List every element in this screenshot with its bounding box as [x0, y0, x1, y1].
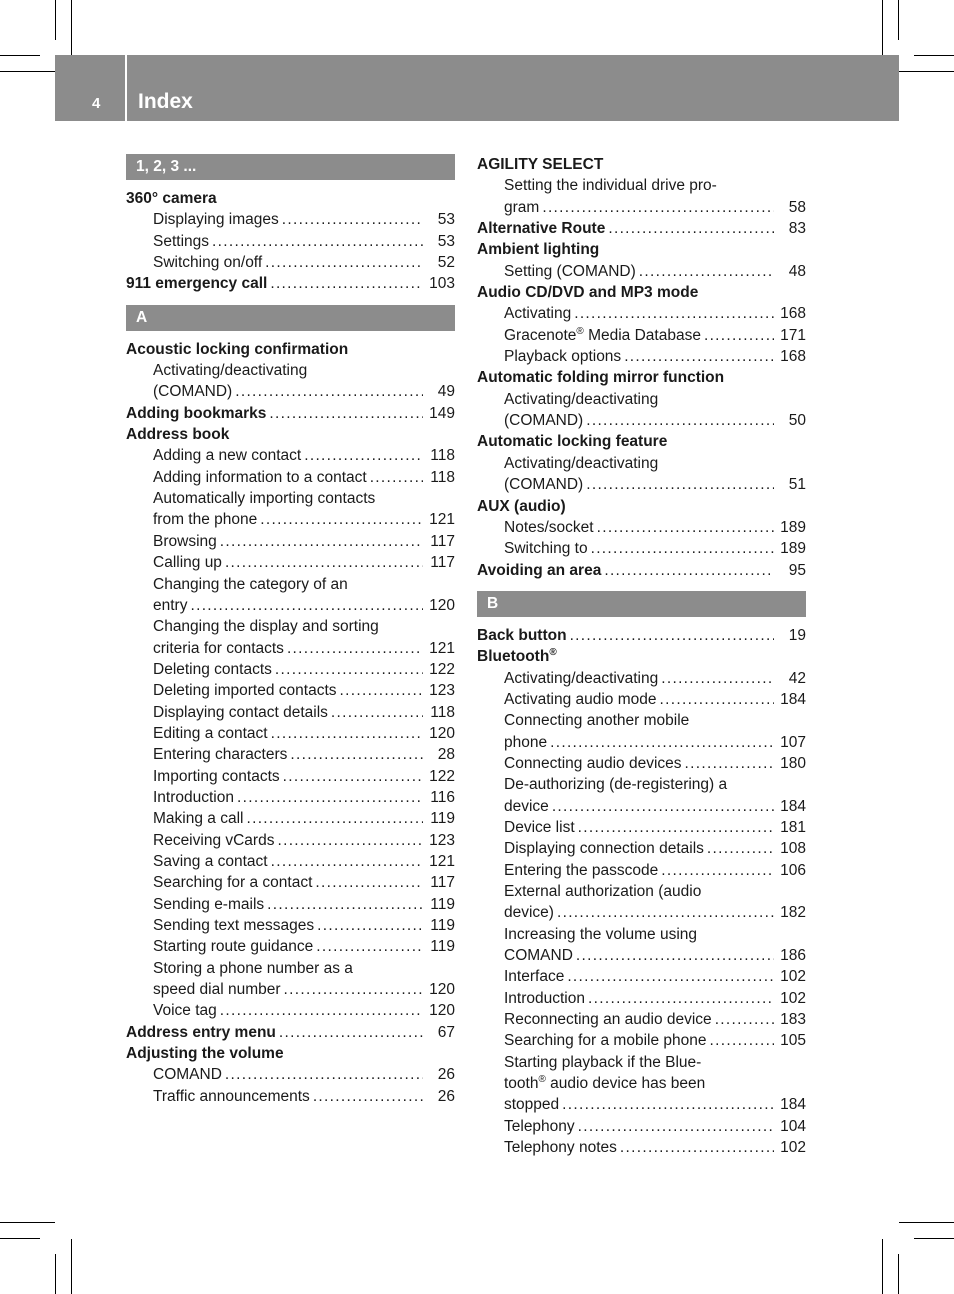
index-subentry[interactable]: Displaying connection details . . . 108 — [477, 838, 806, 859]
index-subentry-line: Automatically importing contacts — [153, 490, 376, 508]
page-ref: 123 — [429, 682, 455, 700]
page-ref: 103 — [429, 275, 455, 293]
page-ref: 119 — [430, 810, 455, 828]
index-subentry[interactable]: criteria for contacts . . . 121 — [126, 638, 455, 659]
crop-mark — [899, 1222, 954, 1223]
page-ref: 19 — [788, 626, 806, 644]
section-header-b: B — [477, 591, 806, 617]
index-subentry[interactable]: Playback options . . . 168 — [477, 346, 806, 367]
index-entry-heading: Audio CD/DVD and MP3 mode — [477, 284, 699, 302]
page-ref: 104 — [780, 1117, 806, 1135]
index-subentry[interactable]: Voice tag . . . 120 — [126, 1000, 455, 1021]
index-entry[interactable]: Address entry menu . . . 67 — [126, 1022, 455, 1043]
page-ref: 48 — [788, 262, 806, 280]
page-ref: 117 — [430, 532, 455, 550]
page-ref: 120 — [429, 596, 455, 614]
index-subentry-line: Increasing the volume using — [504, 925, 698, 943]
crop-mark — [55, 0, 56, 40]
index-subentry[interactable]: gram . . . 58 — [477, 197, 806, 218]
section-header-123: 1, 2, 3 ... — [126, 154, 455, 180]
index-subentry[interactable]: Importing contacts . . . 122 — [126, 766, 455, 787]
page-ref: 117 — [430, 874, 455, 892]
index-subentry[interactable]: Traffic announcements . . . 26 — [126, 1086, 455, 1107]
index-subentry[interactable]: Receiving vCards . . . 123 — [126, 830, 455, 851]
index-subentry[interactable]: Deleting contacts . . . 122 — [126, 659, 455, 680]
index-entry-heading: Adjusting the volume — [126, 1045, 284, 1063]
index-entry-heading: Automatic folding mirror function — [477, 369, 725, 387]
index-subentry[interactable]: COMAND . . . 186 — [477, 945, 806, 966]
page-ref: 184 — [780, 1096, 806, 1114]
page-ref: 53 — [437, 211, 455, 229]
page-ref: 28 — [437, 746, 455, 764]
index-subentry[interactable]: Deleting imported contacts . . . 123 — [126, 680, 455, 701]
page-ref: 52 — [437, 254, 455, 272]
crop-mark — [914, 1238, 954, 1239]
index-entry-heading: AUX (audio) — [477, 497, 566, 515]
header-divider — [125, 55, 127, 121]
page-ref: 102 — [780, 989, 806, 1007]
index-entry-heading: AGILITY SELECT — [477, 156, 604, 173]
page-ref: 182 — [780, 904, 806, 922]
page-number: 4 — [92, 95, 101, 112]
crop-mark — [71, 1239, 72, 1294]
index-entry[interactable]: Alternative Route . . . 83 — [477, 218, 806, 239]
page-ref: 121 — [429, 511, 455, 529]
index-subentry[interactable]: (COMAND) . . . 51 — [477, 474, 806, 495]
index-subentry[interactable]: Activating . . . 168 — [477, 303, 806, 324]
page-ref: 120 — [429, 1002, 455, 1020]
page-ref: 118 — [430, 447, 455, 465]
page-ref: 121 — [429, 852, 455, 870]
index-subentry[interactable]: Searching for a mobile phone . . . 105 — [477, 1030, 806, 1051]
index-subentry[interactable]: Calling up . . . 117 — [126, 552, 455, 573]
page-ref: 53 — [437, 232, 455, 250]
page-header — [55, 55, 899, 121]
index-subentry[interactable]: Notes/socket . . . 189 — [477, 517, 806, 538]
index-subentry[interactable]: Adding a new contact . . . 118 — [126, 445, 455, 466]
page-ref: 107 — [780, 733, 806, 751]
index-subentry[interactable]: Entering characters . . . 28 — [126, 744, 455, 765]
crop-mark — [0, 1222, 55, 1223]
index-subentry[interactable]: Starting route guidance . . . 119 — [126, 936, 455, 957]
index-subentry[interactable]: Saving a contact . . . 121 — [126, 851, 455, 872]
crop-mark — [0, 1238, 40, 1239]
index-subentry[interactable]: Reconnecting an audio device . . . 183 — [477, 1009, 806, 1030]
index-subentry-line: De-authorizing (de-registering) a — [504, 776, 728, 794]
page-ref: 121 — [429, 639, 455, 657]
index-subentry-line: Starting playback if the Blue- — [504, 1053, 702, 1071]
index-subentry[interactable]: Settings . . . 53 — [126, 231, 455, 252]
page-ref: 49 — [437, 383, 455, 401]
index-subentry[interactable]: Connecting audio devices . . . 180 — [477, 753, 806, 774]
index-subentry[interactable]: Telephony . . . 104 — [477, 1116, 806, 1137]
page-ref: 119 — [430, 938, 455, 956]
page-ref: 168 — [780, 305, 806, 323]
page-ref: 186 — [780, 947, 806, 965]
page-ref: 183 — [780, 1011, 806, 1029]
index-subentry[interactable]: Adding information to a contact . . . 118 — [126, 467, 455, 488]
index-subentry[interactable]: Introduction . . . 102 — [477, 988, 806, 1009]
index-entry-heading: Ambient lighting — [477, 241, 600, 259]
crop-mark — [71, 0, 72, 55]
index-entry[interactable]: Adding bookmarks . . . 149 — [126, 403, 455, 424]
index-subentry-line: Setting the individual drive pro- — [504, 177, 717, 195]
crop-mark — [898, 1254, 899, 1294]
page-title: Index — [138, 90, 193, 113]
index-entry-heading: Bluetooth® — [477, 647, 557, 666]
index-entry-heading: Address book — [126, 426, 230, 444]
index-column-left — [126, 154, 455, 1107]
index-entry[interactable]: 911 emergency call . . . 103 — [126, 273, 455, 294]
index-subentry[interactable]: (COMAND) . . . 50 — [477, 410, 806, 431]
index-subentry-line: Activating/deactivating — [504, 454, 659, 472]
page-ref: 105 — [780, 1032, 806, 1050]
index-subentry[interactable]: Interface . . . 102 — [477, 966, 806, 987]
index-subentry-line: External authorization (audio — [504, 883, 702, 900]
index-subentry-line: Changing the display and sorting — [153, 618, 379, 636]
index-subentry[interactable]: Displaying contact details . . . 118 — [126, 702, 455, 723]
index-subentry[interactable]: Device list . . . 181 — [477, 817, 806, 838]
index-subentry[interactable]: Displaying images . . . 53 — [126, 209, 455, 230]
index-entry[interactable]: Avoiding an area . . . 95 — [477, 560, 806, 581]
index-subentry-line: tooth® audio device has been — [504, 1074, 706, 1093]
page-ref: 189 — [780, 518, 806, 536]
index-subentry[interactable]: Editing a contact . . . 120 — [126, 723, 455, 744]
page-ref: 26 — [437, 1066, 455, 1084]
index-subentry[interactable]: Activating/deactivating . . . 42 — [477, 668, 806, 689]
registered-mark: ® — [576, 325, 584, 337]
index-subentry[interactable]: entry . . . 120 — [126, 595, 455, 616]
section-header-a: A — [126, 305, 455, 331]
index-entry[interactable]: Back button . . . 19 — [477, 625, 806, 646]
index-subentry-line: Activating/deactivating — [504, 390, 659, 408]
page-ref: 168 — [780, 348, 806, 366]
page-ref: 149 — [429, 404, 455, 422]
page-ref: 123 — [429, 831, 455, 849]
index-subentry[interactable]: Entering the passcode . . . 106 — [477, 860, 806, 881]
index-subentry[interactable]: Making a call . . . 119 — [126, 808, 455, 829]
index-column-right — [477, 154, 806, 1158]
page-ref: 67 — [437, 1023, 455, 1041]
crop-mark — [914, 55, 954, 56]
page-ref: 119 — [430, 917, 455, 934]
page-ref: 106 — [780, 861, 806, 879]
page-ref: 184 — [780, 690, 806, 708]
page-ref: 51 — [788, 476, 806, 494]
registered-mark: ® — [549, 647, 557, 659]
index-subentry[interactable]: speed dial number . . . 120 — [126, 979, 455, 1000]
page-ref: 171 — [780, 326, 806, 344]
page-ref: 117 — [430, 554, 455, 572]
page-ref: 189 — [780, 540, 806, 558]
index-subentry[interactable]: phone . . . 107 — [477, 732, 806, 753]
index-subentry[interactable]: Sending e-mails . . . 119 — [126, 894, 455, 915]
page-ref: 184 — [780, 797, 806, 815]
page-ref: 102 — [780, 968, 806, 986]
registered-mark: ® — [538, 1074, 546, 1086]
page-ref: 116 — [430, 788, 455, 806]
page-ref: 181 — [780, 818, 806, 836]
page-ref: 108 — [780, 840, 806, 858]
page-ref: 122 — [429, 660, 455, 678]
index-subentry[interactable]: Introduction . . . 116 — [126, 787, 455, 808]
crop-mark — [882, 1239, 883, 1294]
page-ref: 120 — [429, 981, 455, 999]
page-ref: 118 — [430, 468, 455, 486]
page-ref: 42 — [788, 669, 806, 687]
page-ref: 118 — [430, 703, 455, 721]
index-subentry[interactable]: from the phone . . . 121 — [126, 509, 455, 530]
page-ref: 26 — [437, 1087, 455, 1105]
page-ref: 95 — [788, 561, 806, 579]
index-subentry[interactable]: Sending text messages . . . 119 — [126, 915, 455, 936]
page-ref: 83 — [788, 220, 806, 238]
page-ref: 122 — [429, 767, 455, 785]
index-entry-heading: Automatic locking feature — [477, 433, 668, 451]
page-ref: 102 — [780, 1139, 806, 1157]
crop-mark — [899, 71, 954, 72]
index-subentry[interactable]: device) . . . 182 — [477, 902, 806, 923]
index-subentry[interactable]: Browsing . . . 117 — [126, 531, 455, 552]
index-subentry[interactable]: Switching on/off . . . 52 — [126, 252, 455, 273]
page-ref: 58 — [788, 198, 806, 216]
index-entry-heading: 360° camera — [126, 190, 217, 207]
index-subentry[interactable]: (COMAND) . . . 49 — [126, 381, 455, 402]
crop-mark — [898, 0, 899, 40]
page-ref: 119 — [430, 895, 455, 913]
index-subentry[interactable]: Switching to . . . 189 — [477, 538, 806, 559]
index-subentry-line: Activating/deactivating — [153, 362, 308, 380]
index-subentry[interactable]: Activating audio mode . . . 184 — [477, 689, 806, 710]
index-subentry[interactable]: Telephony notes . . . 102 — [477, 1137, 806, 1158]
index-entry-heading: Acoustic locking confirmation — [126, 340, 349, 358]
crop-mark — [55, 1254, 56, 1294]
index-subentry[interactable]: stopped . . . 184 — [477, 1094, 806, 1115]
page-ref: 180 — [780, 754, 806, 772]
index-subentry[interactable]: Gracenote® Media Database . . . 171 — [477, 325, 806, 346]
index-subentry[interactable]: Searching for a contact . . . 117 — [126, 872, 455, 893]
crop-mark — [0, 55, 40, 56]
crop-mark — [882, 0, 883, 55]
index-subentry[interactable]: Setting (COMAND) . . . 48 — [477, 261, 806, 282]
page-ref: 50 — [788, 412, 806, 430]
crop-mark — [0, 71, 55, 72]
index-subentry[interactable]: COMAND . . . 26 — [126, 1064, 455, 1085]
page-ref: 120 — [429, 724, 455, 742]
index-subentry-line: Changing the category of an — [153, 575, 348, 593]
index-subentry[interactable]: device . . . 184 — [477, 796, 806, 817]
index-subentry-line: Storing a phone number as a — [153, 959, 353, 977]
index-subentry-line: Connecting another mobile — [504, 712, 690, 730]
